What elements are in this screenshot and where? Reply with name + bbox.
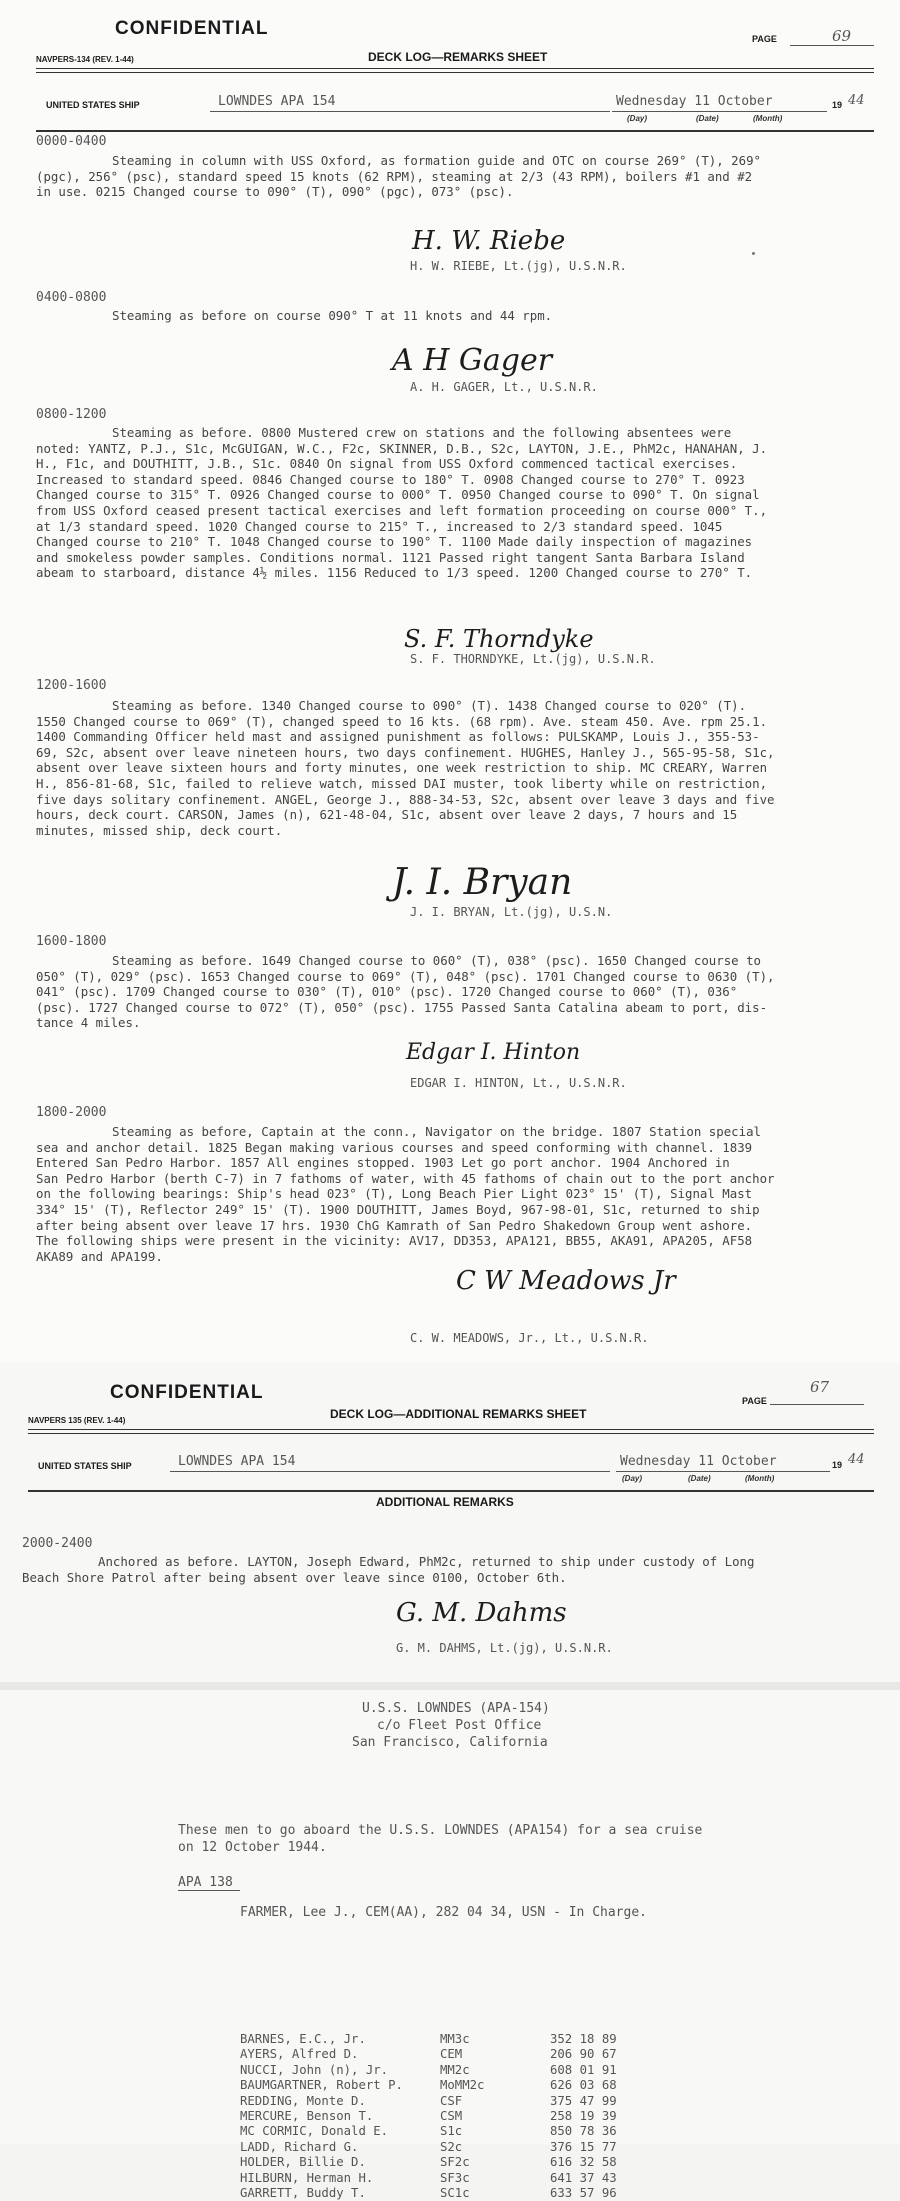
- signature: S. F. Thorndyke: [404, 625, 594, 653]
- page-number: 69: [832, 27, 852, 45]
- year-prefix: 19: [832, 100, 843, 110]
- list-item: [240, 2124, 760, 2139]
- service-number: 375 47 99: [550, 2093, 617, 2108]
- service-number: 633 57 96: [550, 2186, 617, 2201]
- crew-rate: MoMM2c: [440, 2078, 485, 2093]
- crew-name: HILBURN, Herman H.: [240, 2170, 374, 2185]
- sub-month: (Month): [745, 1474, 775, 1483]
- list-item: [240, 2109, 760, 2124]
- confidential-header: CONFIDENTIAL: [110, 1382, 264, 1403]
- deck-log-additional-remarks-sheet: [0, 1362, 900, 1682]
- signer-name: G. M. DAHMS, Lt.(jg), U.S.N.R.: [396, 1641, 613, 1655]
- list-item: [240, 2047, 760, 2062]
- unit-designation: APA 138: [178, 1875, 233, 1890]
- address-line-1: U.S.S. LOWNDES (APA-154): [362, 1701, 550, 1716]
- service-number: 608 01 91: [550, 2062, 617, 2077]
- signer-name: J. I. BRYAN, Lt.(jg), U.S.N.: [410, 905, 613, 919]
- crew-rate: MM2c: [440, 2062, 470, 2077]
- signature: Edgar I. Hinton: [406, 1040, 581, 1065]
- list-item: [240, 2078, 760, 2093]
- service-number: 616 32 58: [550, 2155, 617, 2170]
- crew-name: BARNES, E.C., Jr.: [240, 2032, 366, 2046]
- service-number: 258 19 39: [550, 2109, 617, 2124]
- page-number-line: [770, 1404, 864, 1405]
- service-number: 206 90 67: [550, 2047, 617, 2062]
- roster-list: [240, 2032, 760, 2201]
- signer-name: S. F. THORNDYKE, Lt.(jg), U.S.N.R.: [410, 652, 656, 666]
- list-item: [240, 2186, 760, 2201]
- year-prefix: 19: [832, 1460, 843, 1470]
- signature: C W Meadows Jr: [456, 1266, 676, 1296]
- page-number-line: [790, 45, 874, 46]
- list-item: [240, 2171, 760, 2186]
- ship-label: UNITED STATES SHIP: [38, 1461, 132, 1471]
- signer-name: H. W. RIEBE, Lt.(jg), U.S.N.R.: [410, 259, 627, 273]
- crew-rate: CSF: [440, 2093, 463, 2108]
- section-title: ADDITIONAL REMARKS: [376, 1495, 514, 1509]
- watch-entry: Steaming in column with USS Oxford, as formation guide and OTC on course 269° (T), 269° (pgc), 256° (psc), standard speed 15 knots (62 RPM), steaming at 2/3 (43 RPM), boilers #1 and #2 in use. 0215 Changed course to 090° (T), 090° (pgc), 073° (psc).: [36, 153, 762, 200]
- crew-name: REDDING, Monte D.: [240, 2093, 366, 2108]
- signature: H. W. Riebe: [412, 226, 566, 256]
- watch-entry: Steaming as before, Captain at the conn., Navigator on the bridge. 1807 Station special sea and anchor detail. 1825 Began making various courses and speed conforming with channel. 1839 Entered San Pedro Harbor. 1857 All engines stopped. 1903 Let go port anchor. 1904 Anchored in San Pedro Harbor (berth C-7) in 7 fathoms of water, with 45 fathoms of chain out to the port anchor on the following bearings: Ship's head 023° (T), Long Beach Pier Light 023° 15' (T), Signal Mast 334° 15' (T), Reflector 249° 15' (T). 1900 DOUTHITT, James Boyd, 967-98-01, S1c, returned to ship after being absent over leave 17 hrs. 1930 ChG Kamrath of San Pedro Shakedown Group went ashore. The following ships were present in the vicinity: AV17, DD353, APA121, BB55, AKA91, APA205, AF58 AKA89 and APA199.: [36, 1124, 775, 1264]
- address-line-3: San Francisco, California: [352, 1735, 548, 1750]
- watch-label: 2000-2400: [22, 1536, 93, 1551]
- header-rule: [36, 68, 874, 73]
- signature: G. M. Dahms: [396, 1598, 567, 1628]
- service-number: 626 03 68: [550, 2078, 617, 2093]
- crew-rate: CEM: [440, 2047, 463, 2062]
- service-number: 376 15 77: [550, 2139, 617, 2154]
- crew-rate: CSM: [440, 2109, 463, 2124]
- ship-rule: [36, 130, 874, 132]
- log-date: Wednesday 11 October: [616, 94, 773, 109]
- ship-name: LOWNDES APA 154: [218, 94, 336, 109]
- sheet-gap: [0, 1682, 900, 1690]
- ship-name: LOWNDES APA 154: [178, 1454, 296, 1469]
- page-label: PAGE: [752, 34, 777, 44]
- crew-name: MC CORMIC, Donald E.: [240, 2124, 389, 2139]
- list-item: [240, 2032, 760, 2047]
- service-number: 352 18 89: [550, 2032, 617, 2046]
- crew-rate: S2c: [440, 2139, 463, 2154]
- service-number: 850 78 36: [550, 2124, 617, 2139]
- signature: A H Gager: [392, 343, 553, 378]
- watch-entry: Steaming as before. 1340 Changed course to 090° (T). 1438 Changed course to 020° (T). 1550 Changed course to 069° (T), changed speed to 16 kts. (68 rpm). Ave. steam 450. Ave. rpm 25.1. 1400 Commanding Officer held mast and assigned punishment as follows: PULSKAMP, Louis J., 355-53- 69, S2c, absent over leave nineteen hours, two days confinement. HUGHES, Hanley J., 565-95-58, S1c, absent over leave sixteen hours and forty minutes, one week restriction to ship. MC CREARY, Warren H., 856-81-68, S1c, failed to relieve watch, missed DAI muster, took liberty while on restriction, five days solitary confinement. ANGEL, George J., 888-34-53, S2c, absent over leave 3 days and five hours, deck court. CARSON, James (n), 621-48-04, S1c, absent over leave 2 days, 7 hours and 15 minutes, missed ship, deck court.: [36, 698, 775, 838]
- service-number: 641 37 43: [550, 2170, 617, 2185]
- ship-rule: [28, 1490, 874, 1492]
- address-line-2: c/o Fleet Post Office: [377, 1718, 542, 1733]
- sub-date: (Date): [688, 1474, 711, 1483]
- crew-rate: MM3c: [440, 2032, 470, 2046]
- list-item: [240, 2063, 760, 2078]
- page-label: PAGE: [742, 1396, 767, 1406]
- confidential-header: CONFIDENTIAL: [115, 18, 269, 39]
- watch-entry: Anchored as before. LAYTON, Joseph Edward, PhM2c, returned to ship under custody of Long Beach Shore Patrol after being absent over leave since 0100, October 6th.: [22, 1554, 755, 1585]
- unit-underline: [178, 1890, 240, 1891]
- sub-month: (Month): [753, 114, 783, 123]
- ink-dot: [752, 252, 755, 255]
- header-rule: [28, 1429, 874, 1434]
- crew-rate: S1c: [440, 2124, 463, 2139]
- memo-intro: These men to go aboard the U.S.S. LOWNDES (APA154) for a sea cruise: [178, 1823, 703, 1838]
- signer-name: EDGAR I. HINTON, Lt., U.S.N.R.: [410, 1076, 627, 1090]
- sheet-title: DECK LOG—REMARKS SHEET: [368, 50, 548, 64]
- watch-label: 0800-1200: [36, 407, 107, 422]
- crew-name: NUCCI, John (n), Jr.: [240, 2062, 389, 2077]
- crew-rate: SC1c: [440, 2186, 470, 2201]
- watch-entry: Steaming as before. 1649 Changed course to 060° (T), 038° (psc). 1650 Changed course to 050° (T), 029° (psc). 1653 Changed course to 069° (T), 048° (psc). 1701 Changed course to 0630 (T), 041° (psc). 1709 Changed course to 030° (T), 010° (psc). 1720 Changed course to 060° (T), 036° (psc). 1727 Changed course to 072° (T), 050° (psc). 1755 Passed Santa Catalina abeam to port, dis- tance 4 miles.: [36, 953, 775, 1031]
- form-number: NAVPERS-134 (REV. 1-44): [36, 55, 134, 64]
- crew-name: HOLDER, Billie D.: [240, 2155, 366, 2170]
- year-suffix: 44: [848, 1452, 865, 1467]
- page-number: 67: [810, 1378, 830, 1396]
- log-date: Wednesday 11 October: [620, 1454, 777, 1469]
- crew-name: MERCURE, Benson T.: [240, 2109, 374, 2124]
- watch-entry: Steaming as before. 0800 Mustered crew on stations and the following absentees were noted: YANTZ, P.J., S1c, McGUIGAN, W.C., F2c, SKINNER, D.B., S2c, LAYTON, J.E., PhM2c, HANAHAN, J. H., F1c, and DOUTHITT, J.B., S1c. 0840 On signal from USS Oxford commenced tactical exercises. Increased to standard speed. 0846 Changed course to 180° T. 0908 Changed course to 270° T. 0923 Changed course to 315° T. 0926 Changed course to 000° T. 0950 Changed course to 090° T. On signal from USS Oxford ceased present tactical exercises and left formation proceeding on course 000° T., at 1/3 standard speed. 1020 Changed course to 215° T., increased to 2/3 standard speed. 1045 Changed course to 210° T. 1048 Changed course to 190° T. 1100 Made daily inspection of magazines and smokeless powder samples. Conditions normal. 1121 Passed right tangent Santa Barbara Island abeam to starboard, distance 4½ miles. 1156 Reduced to 1/3 speed. 1200 Changed course to 270° T.: [36, 425, 768, 581]
- signer-name: C. W. MEADOWS, Jr., Lt., U.S.N.R.: [410, 1331, 649, 1345]
- list-item: [240, 2140, 760, 2155]
- signature: J. I. Bryan: [392, 862, 573, 903]
- year-suffix: 44: [848, 93, 865, 108]
- ship-name-line: [170, 1471, 610, 1472]
- sub-day: (Day): [627, 114, 648, 123]
- watch-label: 0400-0800: [36, 290, 107, 305]
- crew-name: AYERS, Alfred D.: [240, 2047, 359, 2062]
- watch-label: 1800-2000: [36, 1105, 107, 1120]
- list-item: [240, 2155, 760, 2170]
- in-charge-line: FARMER, Lee J., CEM(AA), 282 04 34, USN - In Charge.: [240, 1905, 647, 1920]
- sub-day: (Day): [622, 1474, 643, 1483]
- watch-label: 1200-1600: [36, 678, 107, 693]
- sheet-title: DECK LOG—ADDITIONAL REMARKS SHEET: [330, 1407, 587, 1421]
- memo-intro-cont: on 12 October 1944.: [178, 1840, 327, 1855]
- crew-name: GARRETT, Buddy T.: [240, 2186, 366, 2201]
- form-number: NAVPERS 135 (REV. 1-44): [28, 1416, 126, 1425]
- watch-entry: Steaming as before on course 090° T at 11 knots and 44 rpm.: [112, 308, 553, 323]
- crew-name: BAUMGARTNER, Robert P.: [240, 2078, 403, 2093]
- crew-rate: SF3c: [440, 2170, 470, 2185]
- watch-label: 1600-1800: [36, 934, 107, 949]
- sub-date: (Date): [696, 114, 719, 123]
- watch-label: 0000-0400: [36, 134, 107, 149]
- list-item: [240, 2094, 760, 2109]
- signer-name: A. H. GAGER, Lt., U.S.N.R.: [410, 380, 598, 394]
- date-line: [616, 1471, 830, 1472]
- ship-label: UNITED STATES SHIP: [46, 100, 140, 110]
- date-line: [612, 111, 827, 112]
- ship-name-line: [210, 111, 610, 112]
- crew-name: LADD, Richard G.: [240, 2139, 359, 2154]
- crew-rate: SF2c: [440, 2155, 470, 2170]
